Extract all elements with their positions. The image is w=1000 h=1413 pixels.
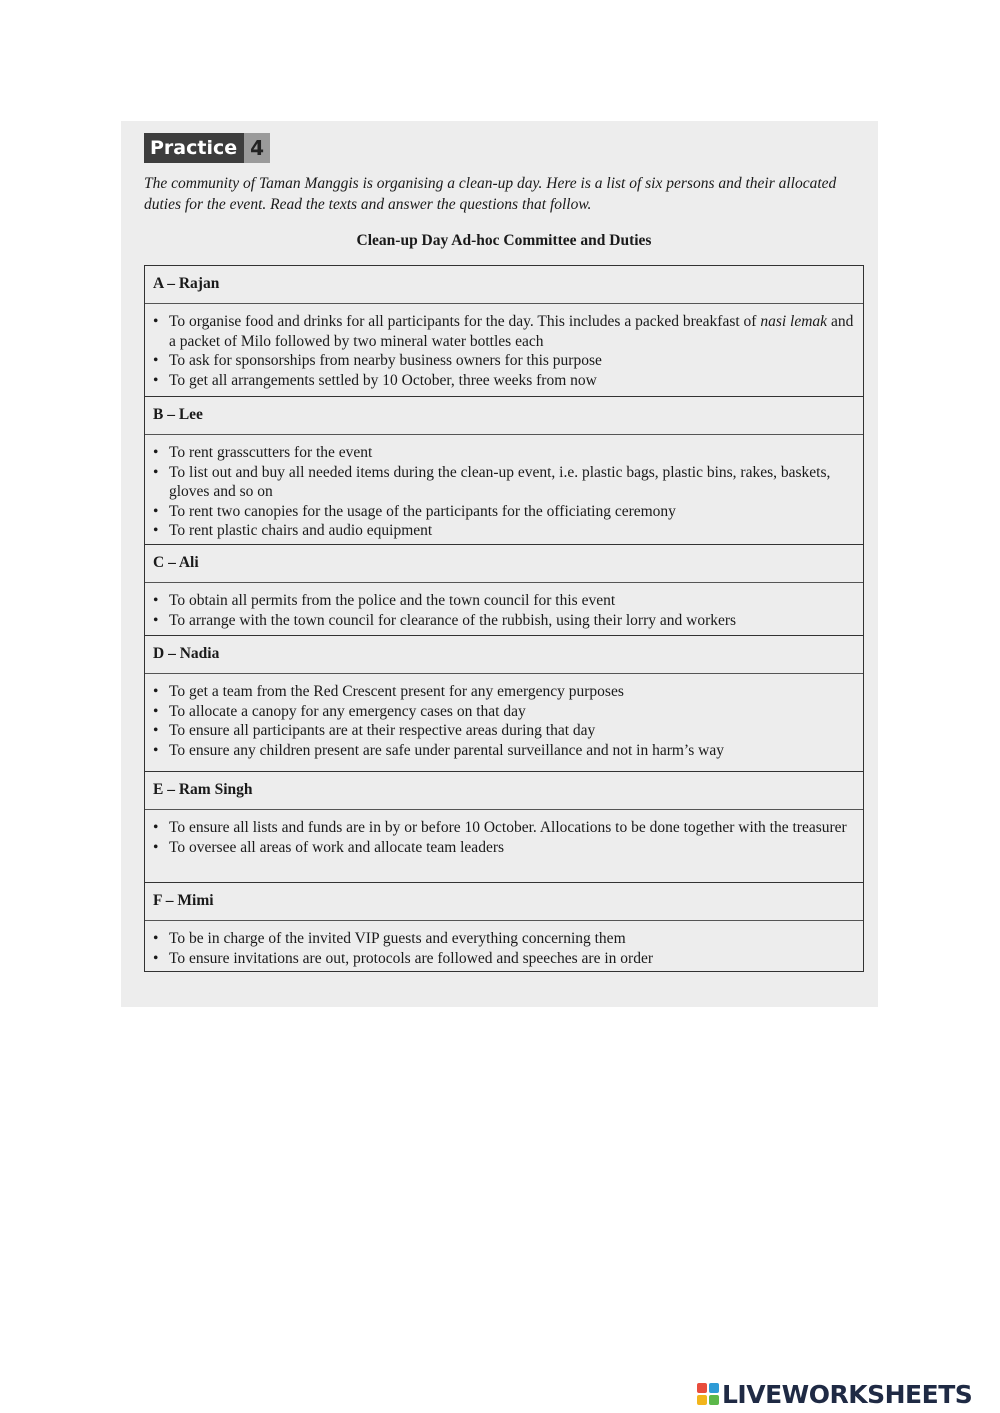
duty-text: To rent two canopies for the usage of the participants for the officiating ceremony [169, 502, 676, 520]
duty-text: To arrange with the town council for clearance of the rubbish, using their lorry and workers [169, 611, 737, 629]
section-heading: A – Rajan [153, 275, 220, 292]
logo-square [697, 1395, 707, 1405]
section-c-ali [145, 544, 863, 636]
duty-text: To get a team from the Red Crescent present for any emergency purposes [169, 683, 624, 700]
section-heading: D – Nadia [153, 645, 220, 662]
duty-text: To organise food and drinks for all participants for the day. This includes a packed breakfast of nasi lemak and a packet of Milo followed by two mineral water bottles each [169, 313, 854, 350]
italic-term: nasi lemak [760, 313, 828, 330]
duty-item [151, 463, 857, 502]
section-divider [145, 582, 863, 583]
duty-text: To obtain all permits from the police and the town council for this event [169, 592, 616, 609]
duty-text: To list out and buy all needed items during the clean-up event, i.e. plastic bags, plastic bins, rakes, baskets, gloves and so on [169, 463, 831, 500]
logo-square [697, 1383, 707, 1393]
duty-item [151, 591, 857, 611]
section-heading: C – Ali [153, 554, 199, 571]
section-e-ram-singh [145, 771, 863, 883]
section-divider [145, 434, 863, 435]
duty-item [151, 929, 857, 949]
practice-number: 4 [244, 133, 270, 163]
duty-item [151, 502, 857, 522]
section-divider [145, 809, 863, 810]
duty-list [151, 591, 857, 630]
duty-list [151, 443, 857, 541]
duty-item [151, 741, 857, 761]
section-heading: B – Lee [153, 406, 203, 423]
section-a-rajan [145, 266, 863, 396]
duty-item [151, 682, 857, 702]
duty-text: To be in charge of the invited VIP guests and everything concerning them [169, 930, 626, 947]
duty-text: To oversee all areas of work and allocate team leaders [169, 838, 505, 856]
duty-item [151, 443, 857, 463]
duty-text: To ask for sponsorships from nearby business owners for this purpose [169, 352, 602, 369]
duty-list [151, 312, 857, 390]
section-b-lee [145, 396, 863, 545]
table-title: Clean-up Day Ad-hoc Committee and Duties [356, 232, 652, 249]
instructions: The community of Taman Manggis is organising a clean-up day. Here is a list of six persons and their allocated duties for the event. Read the texts and answer the questions that follow. [144, 175, 837, 213]
duty-list [151, 929, 857, 968]
section-divider [145, 303, 863, 304]
section-heading: E – Ram Singh [153, 781, 253, 798]
duty-text: To get all arrangements settled by 10 October, three weeks from now [169, 371, 597, 389]
duty-text: To rent plastic chairs and audio equipment [169, 522, 433, 539]
logo-square [709, 1395, 719, 1405]
duty-item [151, 818, 857, 838]
duty-item [151, 721, 857, 741]
duty-item [151, 702, 857, 722]
brand-name: LIVEWORKSHEETS [722, 1379, 973, 1409]
duty-item [151, 371, 857, 391]
duty-text: To ensure all lists and funds are in by or before 10 October. Allocations to be done together with the treasurer [169, 819, 847, 836]
duty-text: To rent grasscutters for the event [169, 444, 373, 461]
duty-text: To allocate a canopy for any emergency cases on that day [169, 702, 526, 720]
duty-text: To ensure invitations are out, protocols are followed and speeches are in order [169, 949, 653, 967]
liveworksheets-logo[interactable] [697, 1379, 972, 1409]
practice-badge [144, 133, 270, 163]
section-divider [145, 673, 863, 674]
duty-item [151, 838, 857, 858]
duty-text: To ensure all participants are at their respective areas during that day [169, 722, 596, 739]
section-d-nadia [145, 635, 863, 772]
duty-item [151, 351, 857, 371]
logo-square [709, 1383, 719, 1393]
practice-label: Practice [144, 133, 244, 163]
duty-item [151, 312, 857, 351]
duty-list [151, 818, 857, 857]
section-heading: F – Mimi [153, 892, 214, 909]
section-f-mimi [145, 882, 863, 974]
duty-item [151, 521, 857, 541]
duty-text: To ensure any children present are safe under parental surveillance and not in harm’s way [169, 741, 724, 759]
duties-table [144, 265, 864, 972]
duty-list [151, 682, 857, 760]
duty-item [151, 949, 857, 969]
section-divider [145, 920, 863, 921]
logo-icon [697, 1383, 719, 1405]
duty-item [151, 611, 857, 631]
